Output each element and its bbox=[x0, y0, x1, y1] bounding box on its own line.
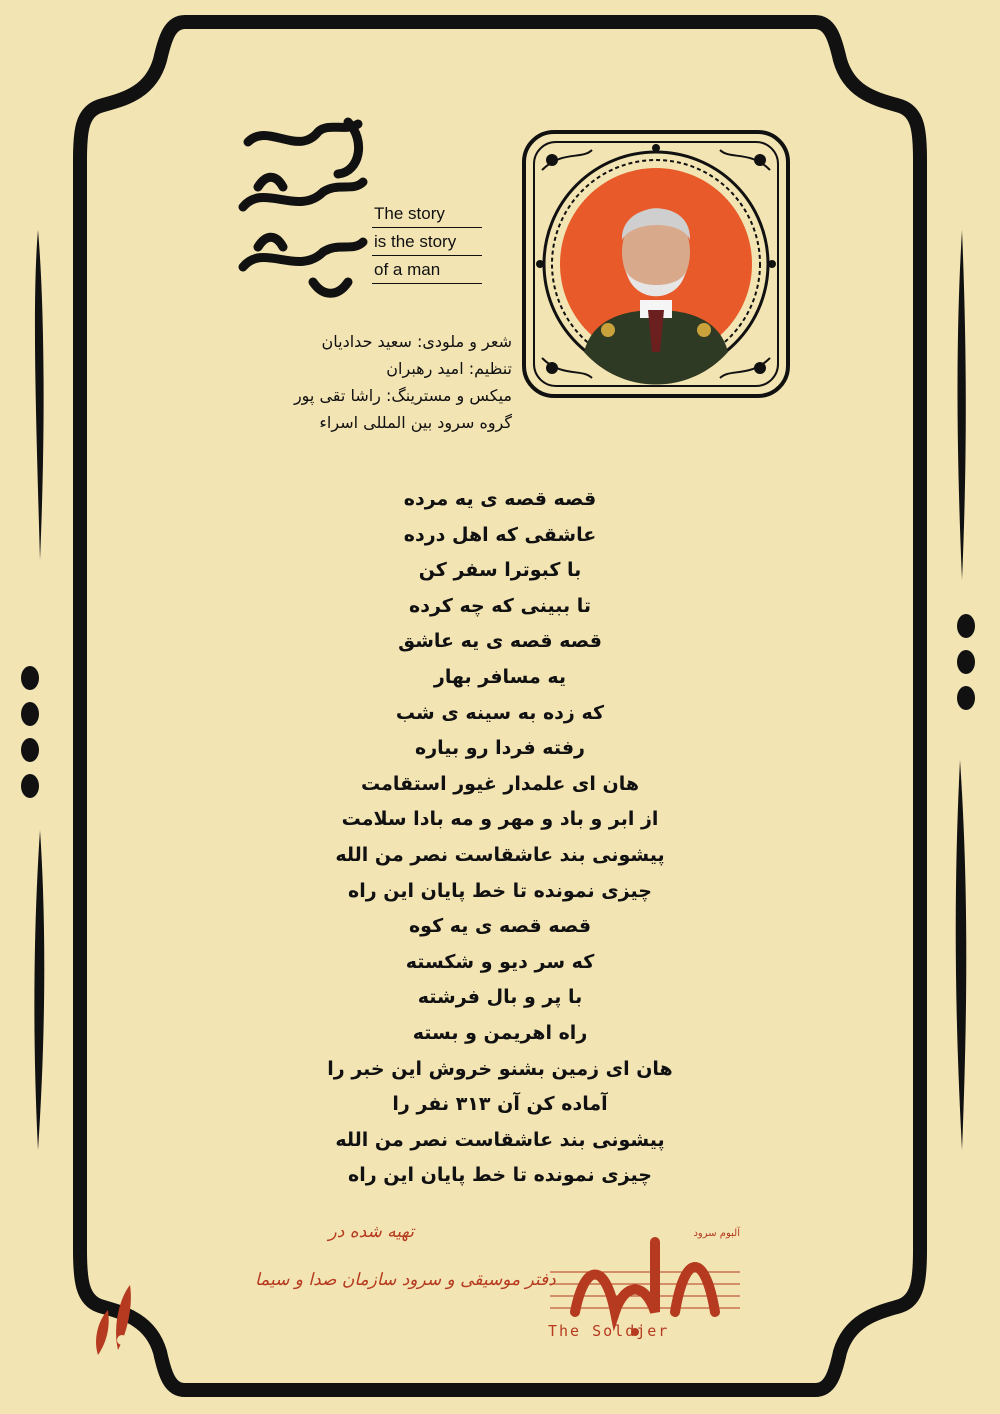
lyric-line: راه اهریمن و بسته bbox=[412, 1021, 588, 1044]
lyric-line: از ابر و باد و مهر و مه بادا سلامت bbox=[341, 808, 659, 831]
tagline-line: The story bbox=[372, 200, 482, 228]
lyric-line: قصه قصه ی یه کوه bbox=[408, 915, 592, 938]
lyric-line: پیشونی بند عاشقاست نصر من الله bbox=[335, 1128, 665, 1151]
english-tagline bbox=[372, 200, 482, 284]
prepared-by-office: دفتر موسیقی و سرود سازمان صدا و سیما bbox=[255, 1270, 556, 1290]
portrait-image bbox=[522, 130, 790, 398]
tagline-line: is the story bbox=[372, 228, 482, 256]
title-calligraphy-text: قصه قصه مرده bbox=[228, 310, 235, 311]
lyric-line: یه مسافر بهار bbox=[433, 665, 567, 688]
soldjer-logo-text: سرباز bbox=[545, 1341, 548, 1342]
lyric-line: تا ببینی که چه کرده bbox=[409, 594, 591, 617]
lyric-line: با پر و بال فرشته bbox=[417, 986, 583, 1009]
prepared-by-title: تهیه شده در bbox=[328, 1222, 414, 1242]
title-calligraphy bbox=[228, 112, 373, 312]
credit-lyrics-melody: شعر و ملودی: سعید حدادیان bbox=[321, 332, 512, 351]
lyric-line: عاشقی که اهل درده bbox=[403, 523, 597, 546]
album-label: آلبوم سرود bbox=[693, 1228, 740, 1239]
lyric-line: قصه قصه ی یه مرده bbox=[403, 488, 597, 510]
lyric-line: چیزی نمونده تا خط پایان این راه bbox=[348, 879, 652, 902]
broadcaster-logo-icon bbox=[88, 1280, 138, 1360]
lyric-line: که سر دیو و شکسته bbox=[405, 950, 595, 973]
lyric-line: آماده کن آن ۳۱۳ نفر را bbox=[392, 1093, 608, 1116]
lyrics-block bbox=[200, 482, 800, 1194]
lyric-line: رفته فردا رو بیاره bbox=[415, 737, 585, 760]
lyric-line: با کبوترا سفر کن bbox=[418, 559, 582, 582]
lyric-line: هان ای زمین بشنو خروش این خبر را bbox=[327, 1057, 673, 1080]
credits-block bbox=[220, 328, 512, 436]
credit-arrangement: تنظیم: امید رهبران bbox=[386, 359, 512, 378]
lyric-line: پیشونی بند عاشقاست نصر من الله bbox=[335, 843, 665, 866]
tagline-line: of a man bbox=[372, 256, 482, 284]
lyric-line: چیزی نمونده تا خط پایان این راه bbox=[348, 1164, 652, 1187]
lyric-line: هان ای علمدار غیور استقامت bbox=[360, 772, 640, 795]
portrait-frame bbox=[522, 130, 790, 398]
credit-group: گروه سرود بین المللی اسراء bbox=[319, 413, 512, 432]
credit-mixing: میکس و مسترینگ: راشا تقی پور bbox=[293, 386, 512, 405]
soldjer-caption: The Soldjer bbox=[548, 1322, 670, 1340]
lyric-line: که زده به سینه ی شب bbox=[395, 701, 605, 724]
lyric-line: قصه قصه ی یه عاشق bbox=[398, 630, 602, 653]
